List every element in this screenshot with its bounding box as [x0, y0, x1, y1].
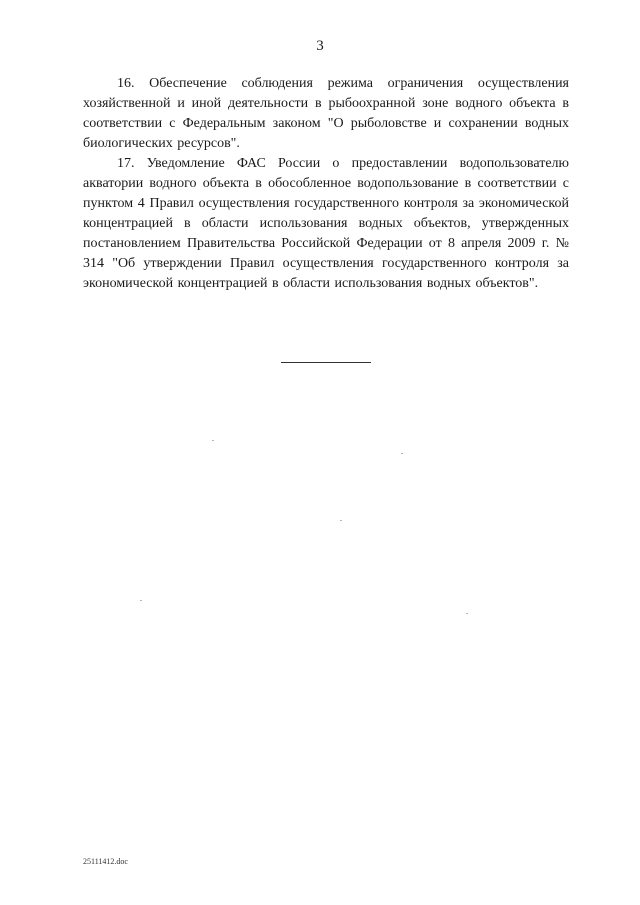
page-number: 3 — [316, 38, 324, 54]
scan-speck — [212, 440, 214, 441]
end-divider — [281, 362, 371, 363]
scan-speck — [466, 613, 468, 614]
footer-file-code: 25111412.doc — [83, 857, 128, 866]
document-body — [83, 74, 569, 294]
paragraph-17: 17. Уведомление ФАС России о предоставлении водопользователю акватории водного объекта в обособленное водопользование в соответствии с пунктом 4 Правил осуществления государственного контроля за экономической концентрацией в области использования водных объектов, утвержденных постановлением Правительства Российской Федерации от 8 апреля 2009 г. № 314 "Об утверждении Правил осуществления государственного контроля за экономической концентрацией в области использования водных объектов". — [83, 156, 569, 291]
paragraph-16: 16. Обеспечение соблюдения режима ограничения осуществления хозяйственной и иной деятельности в рыбоохранной зоне водного объекта в соответствии с Федеральным законом "О рыболовстве и сохранении водных биологических ресурсов". — [83, 76, 569, 151]
scan-speck — [340, 520, 342, 521]
scan-speck — [140, 600, 142, 601]
scan-speck — [401, 453, 403, 454]
